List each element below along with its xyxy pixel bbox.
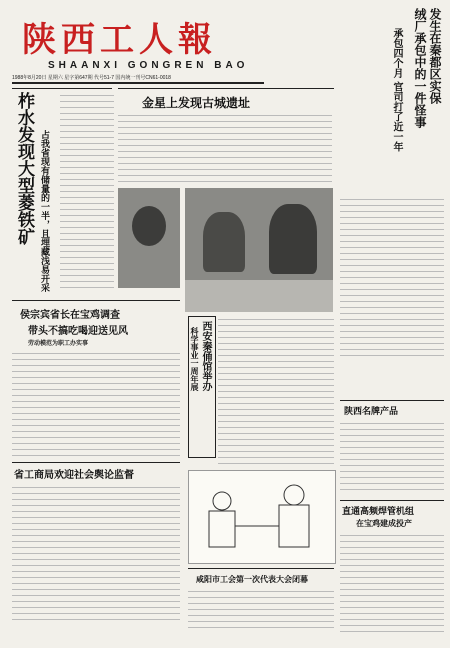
bottom-left-headline: 省工商局欢迎社会舆论监督	[14, 470, 134, 481]
left-middle-subtitle: 带头不搞吃喝迎送见风	[28, 326, 128, 337]
center-rule	[118, 88, 334, 89]
center-photo	[185, 188, 333, 312]
masthead-rule	[12, 82, 264, 84]
bottom-right-rule	[340, 500, 444, 501]
center-story-body	[118, 112, 332, 182]
bottom-right-headline: 直通高频焊管机组	[342, 507, 415, 517]
photo-table	[185, 280, 333, 312]
photo-figure-left	[203, 212, 245, 272]
left-middle-title: 侯宗宾省长在宝鸡调查	[20, 310, 120, 321]
center-vertical-headline: 西安秦俑馆举办	[200, 321, 211, 391]
bottom-center-headline: 咸阳市工会第一次代表大会闭幕	[196, 574, 308, 584]
bottom-left-rule	[12, 462, 180, 463]
left-lead-rule	[12, 88, 112, 89]
center-vertical-subhead: 科学事业一周年展	[190, 327, 200, 391]
cartoon-panel	[188, 470, 336, 564]
top-right-headline-line2: 绒厂承包中的一件怪事	[413, 8, 427, 128]
center-vertical-body	[218, 316, 334, 466]
right-column-body	[340, 196, 444, 356]
masthead-title: 陕西工人報	[22, 20, 217, 60]
top-right-headline-block	[332, 8, 444, 193]
right-lower-rule	[340, 400, 444, 401]
masthead-pinyin: SHAANXI GONGREN BAO	[48, 60, 249, 71]
right-lower-body	[340, 420, 444, 492]
bottom-right-subhead: 在宝鸡建成投产	[356, 518, 412, 528]
portrait-head	[132, 206, 166, 246]
photo-figure-right	[269, 204, 317, 274]
bottom-right-body	[340, 532, 444, 632]
bottom-center-rule	[188, 568, 334, 569]
cartoon-drawing	[189, 471, 335, 563]
top-right-headline-line1: 发生在秦都区实保	[428, 8, 442, 104]
top-right-headline-line3: 承包四个月 官司打了近一年	[391, 28, 402, 152]
left-middle-rule	[12, 300, 180, 301]
center-story-headline: 金星上发现古城遗址	[142, 96, 251, 110]
right-lower-headline: 陕西名牌产品	[344, 407, 399, 417]
bottom-center-body	[188, 588, 334, 632]
left-lead-headline: 柞水发现大型菱铁矿	[14, 92, 34, 245]
left-middle-body	[12, 350, 180, 460]
center-vertical-box	[188, 316, 216, 458]
dateline: 1988年8月20日 星期六 星字第647期 代号51-7 国内统一刊号CN61-0018	[12, 75, 171, 81]
portrait-photo	[118, 188, 180, 288]
left-lead-body	[60, 92, 114, 292]
left-middle-kicker: 劳动模范为职工办实事	[28, 340, 89, 347]
bottom-left-body	[12, 484, 180, 624]
top-column-block	[265, 6, 327, 96]
left-lead-subhead: 占我省现有储量的一半，且埋藏浅易开采	[39, 130, 49, 292]
